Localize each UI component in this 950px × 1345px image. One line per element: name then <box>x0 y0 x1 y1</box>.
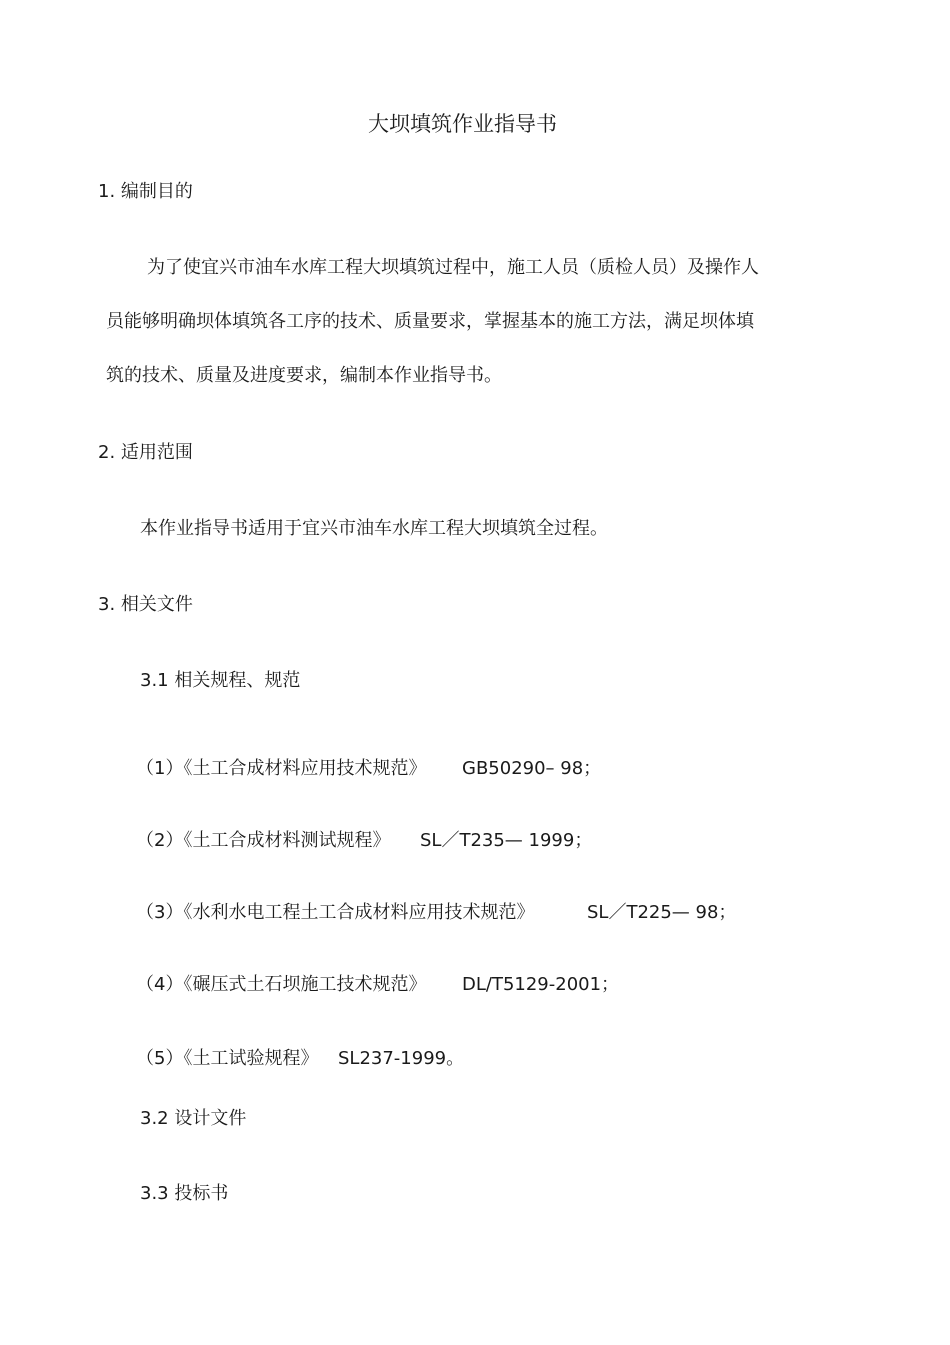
reference-code: SL／T225— 98； <box>587 902 737 923</box>
subsection-3-3-heading: 3.3 投标书 <box>140 1183 229 1204</box>
document-title: 大坝填筑作业指导书 <box>368 112 557 136</box>
section-1-paragraph-line-1: 为了使宜兴市油车水库工程大坝填筑过程中，施工人员（质检人员）及操作人 <box>147 257 759 278</box>
reference-item <box>136 829 593 853</box>
reference-name: （5）《土工试验规程》 <box>136 1048 319 1069</box>
reference-item <box>136 901 737 925</box>
section-1-paragraph-line-3: 筑的技术、质量及进度要求，编制本作业指导书。 <box>106 365 502 386</box>
reference-name: （1）《土工合成材料应用技术规范》 <box>136 758 427 779</box>
reference-code: GB50290– 98； <box>462 758 602 779</box>
section-2-paragraph: 本作业指导书适用于宜兴市油车水库工程大坝填筑全过程。 <box>140 518 608 539</box>
section-1-heading: 1. 编制目的 <box>98 181 193 202</box>
reference-code: DL/T5129-2001； <box>462 974 620 995</box>
reference-item <box>136 1047 465 1071</box>
reference-item <box>136 973 620 997</box>
reference-item <box>136 757 602 781</box>
subsection-3-1-heading: 3.1 相关规程、规范 <box>140 670 301 691</box>
reference-code: SL237-1999。 <box>338 1048 465 1069</box>
reference-name: （2）《土工合成材料测试规程》 <box>136 830 391 851</box>
reference-name: （3）《水利水电工程土工合成材料应用技术规范》 <box>136 902 535 923</box>
section-1-paragraph-line-2: 员能够明确坝体填筑各工序的技术、质量要求，掌握基本的施工方法，满足坝体填 <box>106 311 754 332</box>
section-3-heading: 3. 相关文件 <box>98 594 193 615</box>
subsection-3-2-heading: 3.2 设计文件 <box>140 1108 247 1129</box>
reference-name: （4）《碾压式土石坝施工技术规范》 <box>136 974 427 995</box>
reference-code: SL／T235— 1999； <box>420 830 593 851</box>
section-2-heading: 2. 适用范围 <box>98 442 193 463</box>
